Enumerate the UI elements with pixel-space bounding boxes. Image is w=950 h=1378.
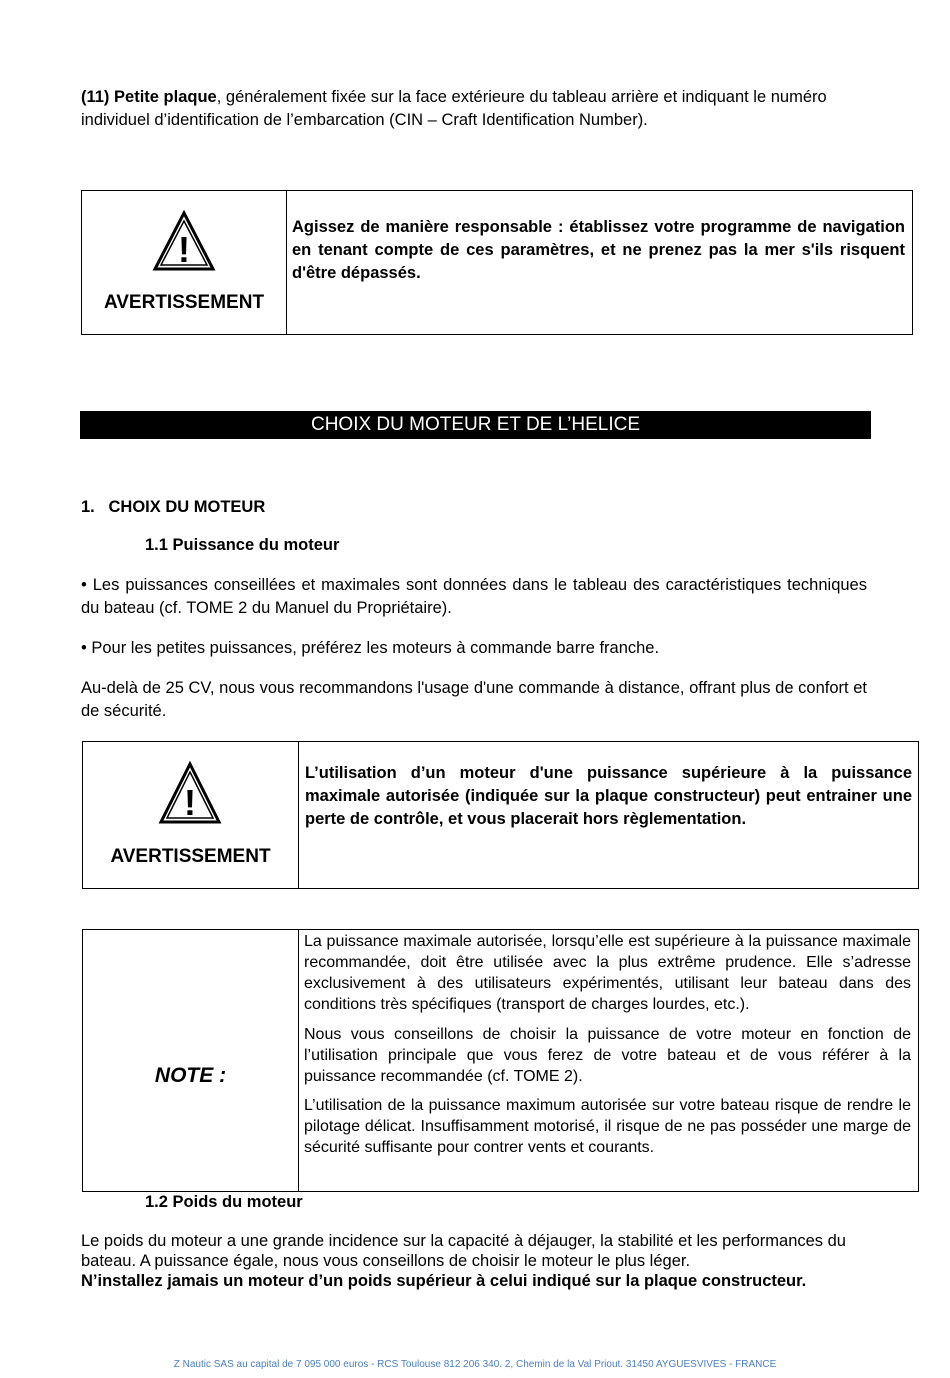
page-footer: Z Nautic SAS au capital de 7 095 000 euros - RCS Toulouse 812 206 340. 2, Chemin de la Val Priout. 31450 AYGUESVIVES - FRANCE xyxy=(173,1359,777,1370)
warning-box-1-icon-cell xyxy=(82,191,287,334)
warning-triangle-icon xyxy=(152,210,216,272)
bullet-icon: • xyxy=(81,576,93,594)
note-label: NOTE : xyxy=(154,1064,227,1087)
intro-text: , généralement fixée sur la face extérieure du tableau arrière et indiquant le numéro individuel d’identification de l’embarcation (CIN – Craft Identification Number). xyxy=(81,88,827,129)
bullet-text: Les puissances conseillées et maximales sont données dans le tableau des caractéristiques techniques du bateau (cf. TOME 2 du Manuel du Propriétaire). xyxy=(81,576,867,617)
note-paragraph: L’utilisation de la puissance maximum autorisée sur votre bateau risque de rendre le pilotage délicat. Insuffisamment motorisé, il risque de ne pas posséder une marge de sécurité suffisante pour contrer vents et courants. xyxy=(304,1097,911,1156)
paragraph-poids: Le poids du moteur a une grande incidence sur la capacité à déjauger, la stabilité et les performances du bateau. A puissance égale, nous vous conseillons de choisir le moteur le plus léger. xyxy=(81,1232,846,1270)
paragraph-poids-warning: N’installez jamais un moteur d’un poids supérieur à celui indiqué sur la plaque constructeur. xyxy=(81,1272,807,1290)
svg-text:!: ! xyxy=(184,782,196,823)
warning-box-1 xyxy=(81,190,913,335)
warning-box-2 xyxy=(82,741,919,889)
warning-box-2-icon-cell xyxy=(83,742,299,888)
section-title: CHOIX DU MOTEUR ET DE L’HELICE xyxy=(80,411,871,439)
note-paragraph: Nous vous conseillons de choisir la puissance de votre moteur en fonction de l’utilisation principale que vous ferez de votre bateau et de vous référer à la puissance recommandée (cf. TOME 2). xyxy=(304,1026,911,1085)
intro-bold-label: (11) Petite plaque xyxy=(81,88,217,106)
warning-2-label: AVERTISSEMENT xyxy=(110,846,271,867)
list-item xyxy=(81,637,867,660)
svg-text:!: ! xyxy=(178,229,190,270)
note-paragraph: La puissance maximale autorisée, lorsqu’elle est supérieure à la puissance maximale recommandée, doit être utilisée avec la plus extrême prudence. Elle s’adresse exclusivement à des utilisateurs expérimentés, utilisant leur bateau dans des conditions très spécifiques (transport de charges lourdes, etc.). xyxy=(304,933,911,1013)
paragraph-commande-distance: Au-delà de 25 CV, nous vous recommandons l'usage d'une commande à distance, offrant plus de confort et de sécurité. xyxy=(81,679,867,720)
subheading-poids: 1.2 Poids du moteur xyxy=(145,1193,303,1211)
note-label-cell xyxy=(83,930,299,1191)
note-content xyxy=(304,930,911,1191)
note-box xyxy=(82,929,919,1192)
heading-choix-du-moteur: 1. CHOIX DU MOTEUR xyxy=(81,498,266,516)
intro-paragraph xyxy=(81,86,871,132)
warning-1-label: AVERTISSEMENT xyxy=(103,292,265,313)
bullet-icon: • xyxy=(81,639,92,657)
warning-2-text: L’utilisation d’un moteur d'une puissance supérieure à la puissance maximale autorisée (indiquée sur la plaque constructeur) peut entrainer une perte de contrôle, et vous placerait hors règlementation. xyxy=(305,764,912,828)
warning-triangle-icon xyxy=(158,761,222,825)
subheading-puissance: 1.1 Puissance du moteur xyxy=(145,536,340,554)
list-item xyxy=(81,574,867,620)
warning-1-text: Agissez de manière responsable : établissez votre programme de navigation en tenant compte de ces paramètres, et ne prenez pas la mer s'ils risquent d'être dépassés. xyxy=(292,218,905,282)
bullet-text: Pour les petites puissances, préférez les moteurs à commande barre franche. xyxy=(91,639,660,657)
